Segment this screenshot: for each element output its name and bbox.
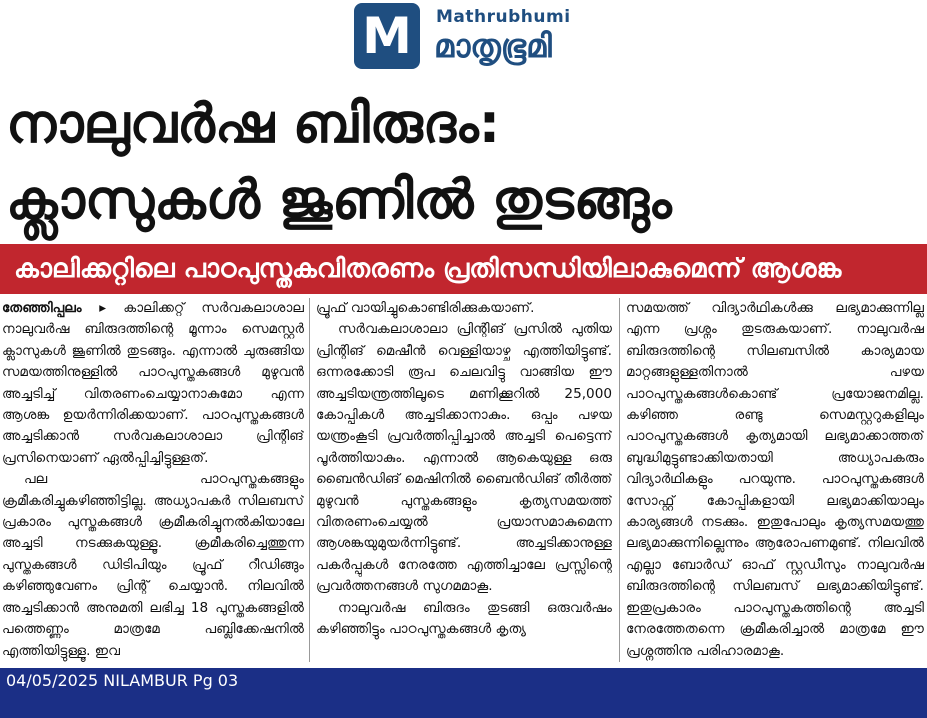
subheadline-text: കാലിക്കറ്റിലെ പാഠപുസ്തകവിതരണം പ്രതിസന്ധിയിലാകുമെന്ന് ആശങ്ക (14, 253, 842, 284)
paragraph-text: കാലിക്കറ്റ് സർവകലാശാല നാലുവർഷ ബിരുദത്തിന്റെ മൂന്നാം സെമസ്റ്റർ ക്ലാസുകൾ ജൂണിൽ തുടങ്ങും. എന്നാൽ ചുരുങ്ങിയ സമയത്തിനുള്ളിൽ പാഠപുസ്തകങ്ങൾ മുഴുവൻ അച്ചടിച്ച് വിതരണംചെയ്യാനാകുമോ എന്ന ആശങ്ക ഉയർന്നിരിക്കയാണ്. പാഠപുസ്തകങ്ങൾ അച്ചടിക്കാൻ സർവകലാശാലാ പ്രിന്റിങ് പ്രസിനെയാണ് ഏൽപ്പിച്ചിട്ടുള്ളത്. (2, 300, 304, 466)
article-column-1 (2, 298, 304, 666)
paragraph: സമയത്ത് വിദ്യാർഥികൾക്കു ലഭ്യമാക്കുന്നില്ല എന്ന പ്രശ്നം തുടരുകയാണ്. നാലുവർഷ ബിരുദത്തിന്റെ സിലബസിൽ കാര്യമായ മാറ്റങ്ങളുള്ളതിനാൽ പഴയ പാഠപുസ്തകങ്ങൾകൊണ്ട് പ്രയോജനമില്ല. കഴിഞ്ഞ രണ്ടു സെമസ്റ്ററുകളിലും പാഠപുസ്തകങ്ങൾ കൃത്യമായി ലഭ്യമാക്കാത്തത് ബുദ്ധിമുട്ടുണ്ടാക്കിയതായി അധ്യാപകരും വിദ്യാർഥികളും പറയുന്നു. പാഠപുസ്തകങ്ങൾ സോഫ്റ്റ് കോപ്പികളായി ലഭ്യമാക്കിയാലും കാര്യങ്ങൾ നടക്കും. ഇതുപോലും കൃത്യസമയത്തു ലഭ്യമാക്കുന്നില്ലെന്നും ആരോപണമുണ്ട്. നിലവിൽ എല്ലാ ബോർഡ് ഓഫ് സ്റ്റഡീസും നാലുവർഷ ബിരുദത്തിന്റെ സിലബസ് ലഭ്യമാക്കിയിട്ടുണ്ട്. ഇതുപ്രകാരം പാഠപുസ്തകത്തിന്റെ അച്ചടി നേരത്തേതന്നെ ക്രമീകരിച്ചാൽ മാത്രമേ ഈ പ്രശ്നത്തിനു പരിഹാരമാകൂ. (626, 300, 924, 659)
logo-letter: M (362, 7, 412, 65)
paragraph (2, 298, 304, 469)
article-column-3 (626, 298, 924, 666)
subheadline-bar (0, 244, 927, 294)
column-divider (309, 298, 310, 662)
paragraph: പല പാഠപുസ്തകങ്ങളും ക്രമീകരിച്ചുകഴിഞ്ഞിട്ടില്ല. അധ്യാപകർ സിലബസ് പ്രകാരം പുസ്തകങ്ങൾ ക്രമീകരിച്ചുനൽകിയാലേ അച്ചടി നടക്കുകയുള്ളൂ. ക്രമീകരിച്ചെത്തുന്ന പുസ്തകങ്ങൾ ഡിടിപിയും പ്രൂഫ് റീഡിങ്ങും കഴിഞ്ഞുവേണം പ്രിന്റ് ചെയ്യാൻ. നിലവിൽ അച്ചടിക്കാൻ അനുമതി ലഭിച്ച 18 പുസ്തകങ്ങളിൽ പത്തെണ്ണം മാത്രമേ പബ്ലിക്കേഷനിൽ എത്തിയിട്ടുള്ളൂ. ഇവ (2, 471, 304, 659)
headline-line-2: ക്ലാസുകൾ ജൂണിൽ തുടങ്ങും (6, 168, 672, 231)
footer-bar (0, 668, 927, 718)
paragraph: പ്രൂഫ് വായിച്ചുകൊണ്ടിരിക്കുകയാണ്. (316, 300, 535, 316)
logo-m-icon (354, 3, 420, 69)
article-column-2 (316, 298, 612, 666)
column-divider (619, 298, 620, 662)
masthead-logo (354, 3, 616, 75)
article-body (0, 298, 927, 666)
dateline: തേഞ്ഞിപ്പലം ▸ (2, 300, 107, 316)
logo-name-english: Mathrubhumi (436, 7, 571, 27)
paragraph: സർവകലാശാലാ പ്രിന്റിങ് പ്രസിൽ പുതിയ പ്രിന്റിങ് മെഷീൻ വെള്ളിയാഴ്ച എത്തിയിട്ടുണ്ട്. ഒന്നരക്കോടി രൂപ ചെലവിട്ടു വാങ്ങിയ ഈ അച്ചടിയന്ത്രത്തിലൂടെ മണിക്കൂറിൽ 25,000 കോപ്പികൾ അച്ചടിക്കാനാകും. ഒപ്പം പഴയ യന്ത്രംകൂടി പ്രവർത്തിപ്പിച്ചാൽ അച്ചടി പെട്ടെന്ന് പൂർത്തിയാകും. എന്നാൽ ആകെയുള്ള ഒരു ബൈൻഡിങ് മെഷിനിൽ ബൈൻഡിങ് തീർത്ത് മുഴുവൻ പുസ്തകങ്ങളും കൃത്യസമയത്ത് വിതരണംചെയ്യൽ പ്രയാസമാകുമെന്ന ആശങ്കയുമുയർന്നിട്ടുണ്ട്. അച്ചടിക്കാനുള്ള പകർപ്പുകൾ നേരത്തേ എത്തിച്ചാലേ പ്രസ്സിന്റെ പ്രവർത്തനങ്ങൾ സുഗമമാകൂ. (316, 321, 612, 595)
paragraph: നാലുവർഷ ബിരുദം തുടങ്ങി ഒരുവർഷം കഴിഞ്ഞിട്ടും പാഠപുസ്തകങ്ങൾ കൃത്യ (316, 599, 612, 638)
logo-name-malayalam: മാതൃഭൂമി (434, 27, 552, 65)
footer-date-edition: 04/05/2025 NILAMBUR Pg 03 (6, 671, 239, 690)
headline (6, 86, 921, 238)
headline-line-1: നാലുവർഷ ബിരുദം: (6, 92, 501, 155)
